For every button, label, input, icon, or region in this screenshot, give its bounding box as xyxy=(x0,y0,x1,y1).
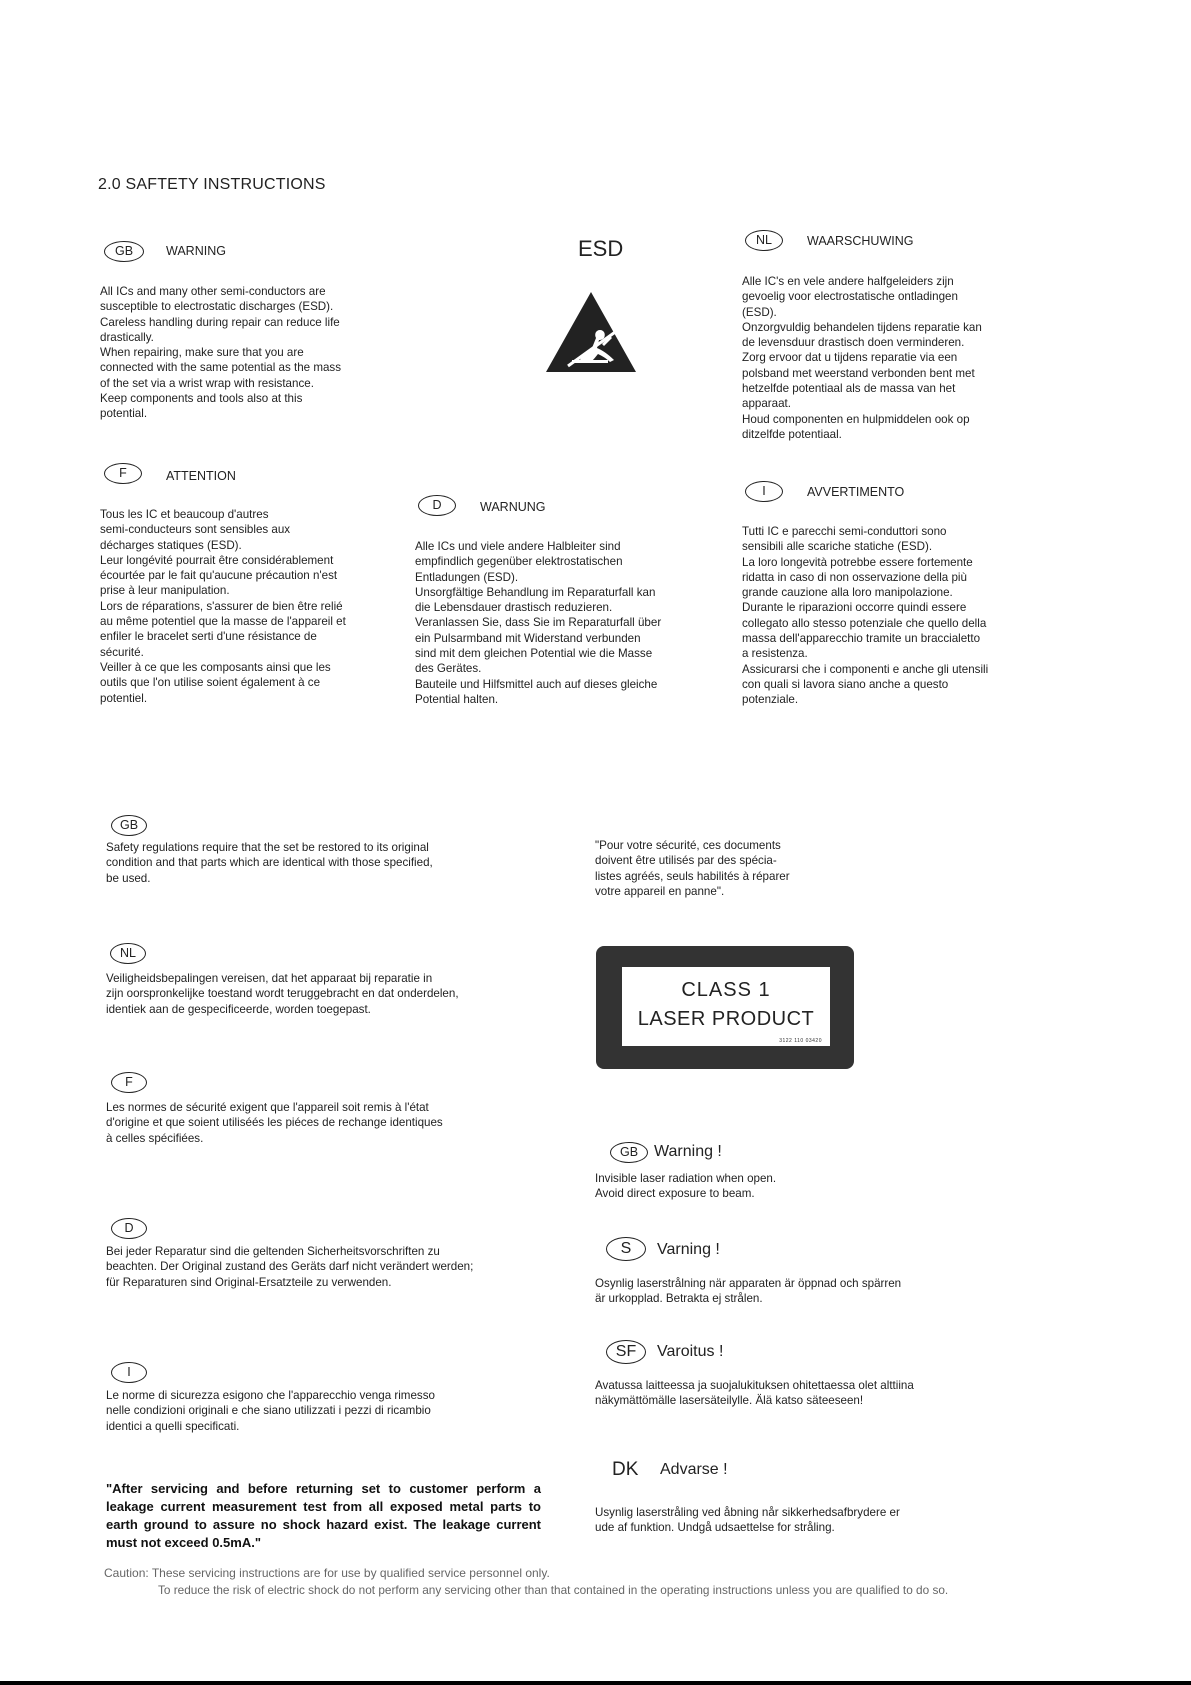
warning-heading-i: AVVERTIMENTO xyxy=(807,485,905,499)
regulation-text-i: Le norme di sicurezza esigono che l'apparecchio venga rimesso nelle condizioni originali e che siano utilizzati i pezzi di ricambio identici a quelli specificati. xyxy=(106,1389,435,1433)
regulation-badge-i: I xyxy=(111,1362,147,1383)
page-bottom-rule xyxy=(0,1681,1191,1685)
laser-product-line: LASER PRODUCT xyxy=(637,1008,815,1030)
laser-badge-s: S xyxy=(606,1237,646,1261)
warning-text-d: Alle ICs und viele andere Halbleiter sind empfindlich gegenüber elektrostatischen Entladungen (ESD). Unsorgfältige Behandlung im Reparaturfall kan die Lebensdauer drastisch reduzieren. Veranlassen Sie, dass Sie im Reparaturfall über ein Pulsarmband mit Widerstand verbunden sind mit dem gleichen Potential wie die Masse des Gerätes. Bauteile und Hilfsmittel auch auf dieses gleiche Potential halten. xyxy=(415,540,662,706)
laser-warning-text-dk: Usynlig laserstråling ved åbning når sikkerhedsafbrydere er ude af funktion. Undgå udsaettelse for stråling. xyxy=(595,1506,900,1535)
language-badge-f: F xyxy=(104,463,142,484)
laser-warning-heading-sf: Varoitus ! xyxy=(657,1343,724,1360)
esd-label: ESD xyxy=(578,236,624,261)
warning-heading-nl: WAARSCHUWING xyxy=(807,234,914,248)
regulation-badge-gb: GB xyxy=(111,815,147,836)
laser-badge-dk: DK xyxy=(612,1459,639,1480)
laser-warning-heading-gb: Warning ! xyxy=(654,1143,722,1160)
laser-label-panel xyxy=(622,967,830,1046)
language-badge-i: I xyxy=(745,481,783,502)
regulation-badge-nl: NL xyxy=(110,943,146,964)
laser-class-line: CLASS 1 xyxy=(681,979,771,1001)
laser-class-label xyxy=(596,946,854,1069)
laser-warning-text-gb: Invisible laser radiation when open. Avoid direct exposure to beam. xyxy=(595,1172,777,1201)
laser-warning-text-sf: Avatussa laitteessa ja suojalukituksen ohitettaessa olet alttiina näkymättömälle lasersäteilylle. Älä katso säteeseen! xyxy=(595,1379,914,1408)
warning-heading-f: ATTENTION xyxy=(166,469,236,483)
laser-warning-heading-s: Varning ! xyxy=(657,1241,720,1258)
warning-text-i: Tutti IC e parecchi semi-conduttori sono sensibili alle scariche statiche (ESD). La loro longevità potrebbe essere fortemente ridatta in caso di non osservazione della più grande cauzione alla loro manipolazione. Durante le riparazioni occorre quindi essere collegato allo stesso potenziale che quello della massa dell'apparecchio tramite un braccialetto a resistenza. Assicurarsi che i componenti e anche gli utensili con quali si lavora siano anche a questo potenziale. xyxy=(742,525,989,707)
regulation-text-d: Bei jeder Reparatur sind die geltenden Sicherheitsvorschriften zu beachten. Der Original zustand des Geräts darf nicht verändert werden; für Reparaturen sind Original-Ersatzteile zu verwenden. xyxy=(106,1245,474,1289)
laser-warning-text-s: Osynlig laserstrålning när apparaten är öppnad och spärren är urkopplad. Betrakta ej strålen. xyxy=(595,1277,902,1306)
warning-heading-d: WARNUNG xyxy=(480,500,546,514)
page-title: 2.0 SAFTETY INSTRUCTIONS xyxy=(98,176,326,193)
laser-badge-sf: SF xyxy=(606,1340,646,1364)
french-safety-note: "Pour votre sécurité, ces documents doivent être utilisés par des spécia- listes agréés, seuls habilités à réparer votre appareil en panne". xyxy=(595,839,790,898)
leakage-current-note: "After servicing and before returning set to customer perform a leakage current measurement test from all exposed metal parts to earth ground to assure no shock hazard exist. The leakage current must not exceed 0.5mA." xyxy=(106,1481,541,1550)
language-badge-nl: NL xyxy=(745,230,783,251)
esd-warning-triangle-icon xyxy=(544,290,638,374)
regulation-text-gb: Safety regulations require that the set be restored to its original condition and that parts which are identical with those specified, be used. xyxy=(106,841,433,885)
warning-text-nl: Alle IC's en vele andere halfgeleiders zijn gevoelig voor electrostatische ontladingen (ESD). Onzorgvuldig behandelen tijdens reparatie kan de levensduur drastisch doen verminderen. Zorg ervoor dat u tijdens reparatie via een polsband met weerstand verbonden bent met hetzelfde potentiaal als de massa van het apparaat. Houd componenten en hulpmiddelen ook op ditzelfde potentiaal. xyxy=(742,275,982,441)
regulation-badge-d: D xyxy=(111,1218,147,1239)
regulation-badge-f: F xyxy=(111,1072,147,1093)
regulation-text-nl: Veiligheidsbepalingen vereisen, dat het apparaat bij reparatie in zijn oorspronkelijke toestand wordt teruggebracht en dat onderdelen, identiek aan de gespecificeerde, worden toegepast. xyxy=(106,972,459,1016)
warning-heading-gb: WARNING xyxy=(166,244,226,258)
warning-text-f: Tous les IC et beaucoup d'autres semi-conducteurs sont sensibles aux décharges statiques (ESD). Leur longévité pourrait être considérablement écourtée par le fait qu'aucune précaution n'est prise à leur manipulation. Lors de réparations, s'assurer de bien être relié au même potentiel que la masse de l'appareil et enfiler le bracelet serti d'une résistance de sécurité. Veiller à ce que les composants ainsi que les outils que l'on utilise soient également à ce potentiel. xyxy=(100,508,346,705)
caution-line-1: Caution: These servicing instructions are for use by qualified service personnel only. xyxy=(104,1566,550,1580)
laser-badge-gb: GB xyxy=(610,1142,648,1163)
language-badge-gb: GB xyxy=(104,241,144,262)
warning-text-gb: All ICs and many other semi-conductors are susceptible to electrostatic discharges (ESD). Careless handling during repair can reduce life drastically. When repairing, make sure that you are connected with the same potential as the mass of the set via a wrist wrap with resistance. Keep components and tools also at this potential. xyxy=(100,285,342,421)
caution-line-2: To reduce the risk of electric shock do not perform any servicing other than that contained in the operating instructions unless you are qualified to do so. xyxy=(158,1583,949,1597)
language-badge-d: D xyxy=(418,495,456,516)
laser-label-code: 3122 110 03420 xyxy=(779,1038,822,1044)
regulation-text-f: Les normes de sécurité exigent que l'appareil soit remis à l'état d'origine et que soient utiliséés les piéces de rechange identiques à celles spécifiées. xyxy=(106,1101,443,1145)
laser-warning-heading-dk: Advarse ! xyxy=(660,1461,728,1478)
